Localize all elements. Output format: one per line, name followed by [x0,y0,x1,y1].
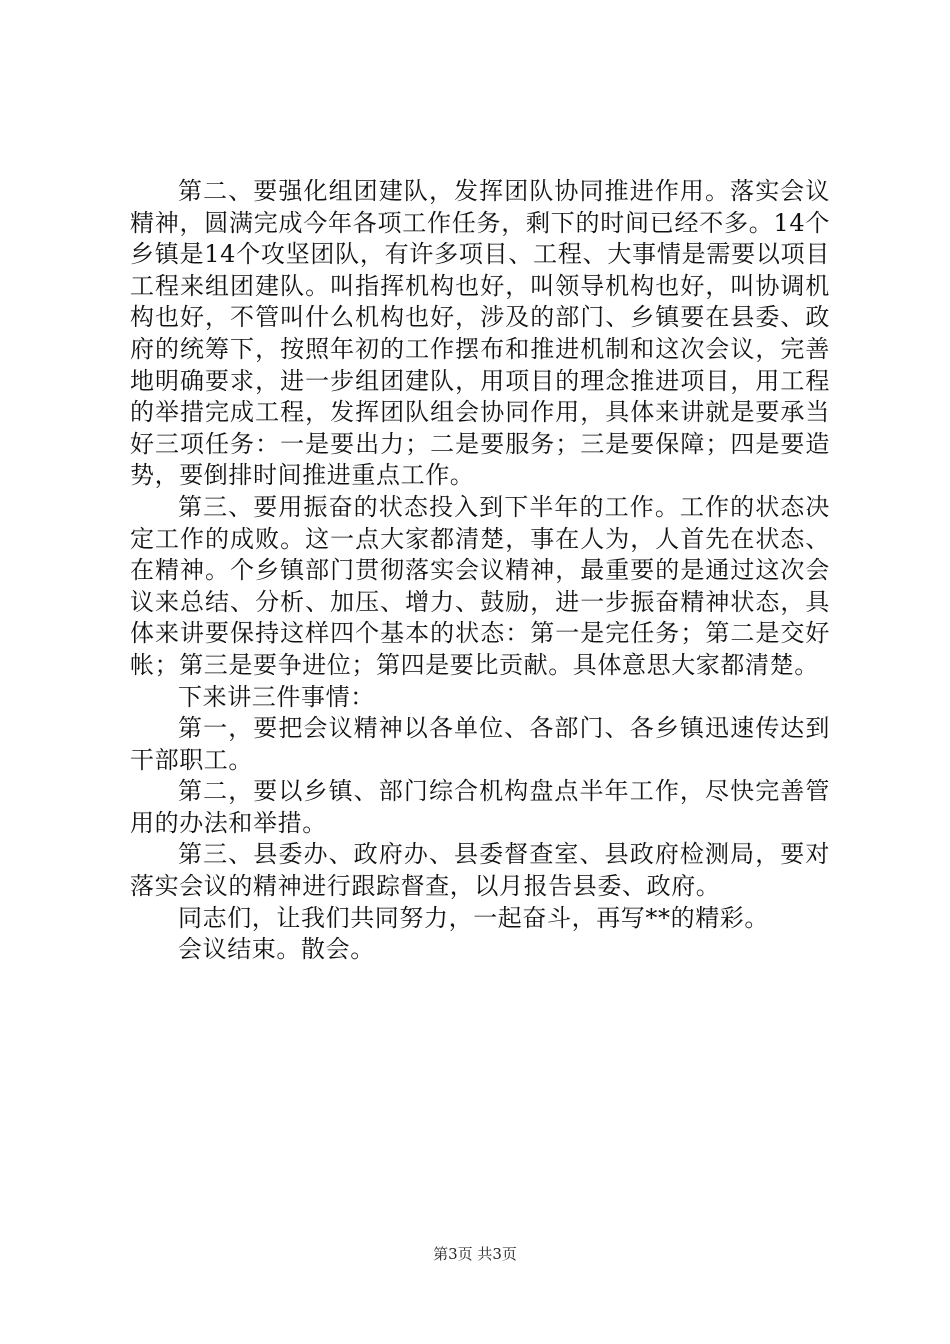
paragraph: 同志们，让我们共同努力，一起奋斗，再写**的精彩。 [178,903,769,932]
paragraph: 第二、要强化组团建队，发挥团队协同推进作用。落实会议精神，圆满完成今年各项工作任务，剩下的时间已经不多。14个乡镇是14个攻坚团队，有许多项目、工程、大事情是需要以项目工程来组团建队。叫指挥机构也好，叫领导机构也好，叫协调机构也好，不管叫什么机构也好，涉及的部门、乡镇要在县委、政府的统筹下，按照年初的工作摆布和推进机制和这次会议，完善地明确要求，进一步组团建队，用项目的理念推进项目，用工程的举措完成工程，发挥团队组会协同作用，具体来讲就是要承当好三项任务：一是要出力；二是要服务；三是要保障；四是要造势，要倒排时间推进重点工作。 [130,177,830,490]
paragraph: 第二，要以乡镇、部门综合机构盘点半年工作，尽快完善管用的办法和举措。 [130,777,830,837]
page-number: 第3页 共3页 [433,1245,517,1263]
document-body [130,176,830,966]
page-footer [0,1244,950,1264]
paragraph: 第一，要把会议精神以各单位、各部门、各乡镇迅速传达到干部职工。 [130,714,830,774]
paragraph: 第三、要用振奋的状态投入到下半年的工作。工作的状态决定工作的成败。这一点大家都清楚，事在人为，人首先在状态、在精神。个乡镇部门贯彻落实会议精神，最重要的是通过这次会议来总结、分析、加压、增力、鼓励，进一步振奋精神状态，具体来讲要保持这样四个基本的状态：第一是完任务；第二是交好帐；第三是要争进位；第四是要比贡献。具体意思大家都清楚。 [130,492,830,679]
paragraph: 下来讲三件事情： [178,682,375,711]
paragraph: 会议结束。散会。 [178,935,375,964]
paragraph: 第三、县委办、政府办、县委督查室、县政府检测局，要对落实会议的精神进行跟踪督查，以月报告县委、政府。 [130,840,830,901]
